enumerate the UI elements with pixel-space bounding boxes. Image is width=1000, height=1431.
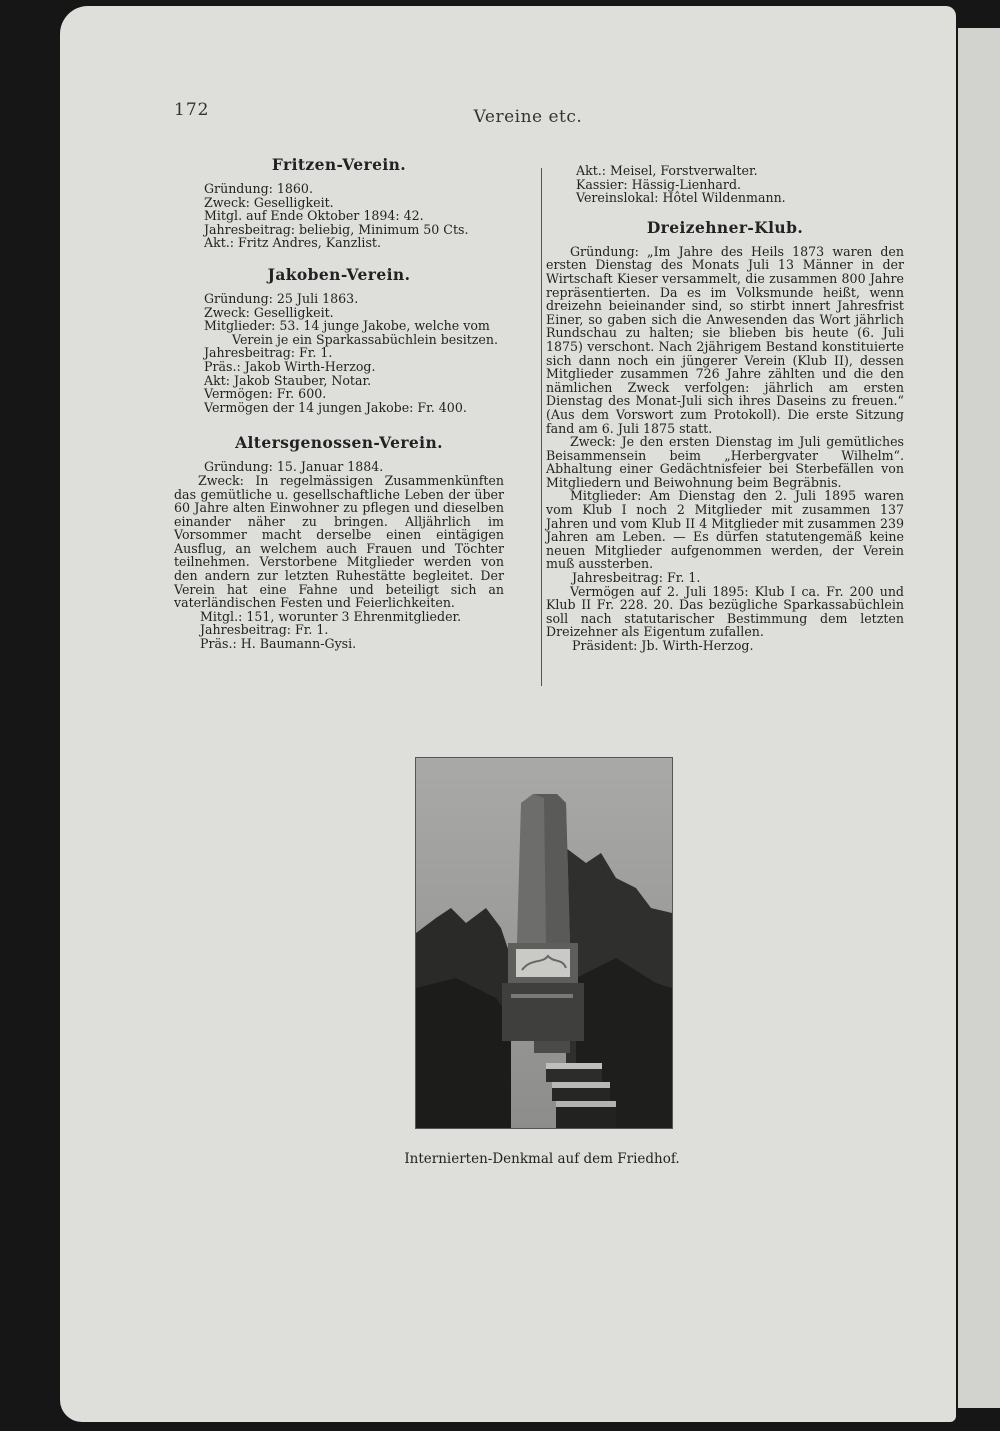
paragraph-zweck: Zweck: Je den ersten Dienstag im Juli gemütliches Beisammensein beim „Herbergvater Wilhelm“. Abhaltung einer Gedächtnisfeier bei Sterbefällen von Mitgliedern und Beiwohnung beim Begräbnis. — [546, 434, 904, 490]
section-title-dreizehner: Dreizehner-Klub. — [646, 217, 804, 237]
text-line: Vermögen: Fr. 600. — [204, 386, 327, 402]
text-line: Akt.: Meisel, Forstverwalter. — [576, 163, 758, 178]
section-title-jakoben: Jakoben-Verein. — [267, 264, 411, 284]
text-line: Präs.: Jakob Wirth-Herzog. — [204, 358, 376, 374]
text-line: Gründung: 25 Juli 1863. — [204, 290, 359, 306]
adjacent-page-edge — [958, 28, 1000, 1408]
text-line: Vermögen der 14 jungen Jakobe: Fr. 400. — [204, 399, 467, 415]
section-title-altersgenossen: Altersgenossen-Verein. — [235, 433, 443, 453]
paragraph-vermoegen: Vermögen auf 2. Juli 1895: Klub I ca. Fr. 200 und Klub II Fr. 228. 20. Das bezügliche Sparkassabüchlein soll nach statutarischer Bestimmung dem letzten Dreizehner als Eigentum zufallen. — [546, 583, 904, 640]
column-divider — [541, 168, 542, 686]
text-line: Mitgl. auf Ende Oktober 1894: 42. — [204, 208, 424, 224]
text-line: Jahresbeitrag: Fr. 1. — [204, 345, 333, 361]
figure-caption: Internierten-Denkmal auf dem Friedhof. — [404, 1151, 680, 1167]
book-page — [60, 6, 956, 1422]
text-line: Akt.: Fritz Andres, Kanzlist. — [204, 235, 381, 251]
text-line: Mitglieder: 53. 14 junge Jakobe, welche vom — [204, 318, 490, 334]
text-line: Kassier: Hässig-Lienhard. — [576, 176, 742, 192]
page-number: 172 — [174, 100, 210, 120]
text-line: Präsident: Jb. Wirth-Herzog. — [572, 638, 754, 653]
text-line: Jahresbeitrag: Fr. 1. — [572, 570, 701, 586]
paragraph-zweck: Zweck: In regelmässigen Zusammenkünften das gemütliche u. gesellschaftliche Leben der über 60 Jahre alten Einwohner zu pflegen und dieselben einander näher zu bringen. Alljährlich im Vorsommer macht derselbe einen eintägigen Ausflug, an welchem auch Frauen und Töchter teilnehmen. Verstorbene Mitglieder werden von den andern zur letzten Ruhestätte begleitet. Der Verein hat eine Fahne und beteiligt sich an vaterländischen Festen und Feierlichkeiten. — [174, 472, 504, 611]
text-line: Verein je ein Sparkassabüchlein besitzen. — [232, 331, 498, 347]
text-line: Akt: Jakob Stauber, Notar. — [204, 372, 372, 388]
text-line: Zweck: Geselligkeit. — [204, 194, 334, 210]
section-title-fritzen: Fritzen-Verein. — [271, 155, 407, 174]
monument-photo — [415, 757, 673, 1129]
text-line: Mitgl.: 151, worunter 3 Ehrenmitglieder. — [200, 608, 462, 624]
monument-illustration — [416, 758, 672, 1128]
text-line: Jahresbeitrag: Fr. 1. — [200, 622, 329, 638]
paragraph-mitglieder: Mitglieder: Am Dienstag den 2. Juli 1895 waren vom Klub I noch 2 Mitglieder mit zusammen 137 Jahren und vom Klub II 4 Mitglieder mit zusammen 239 Jahren am Leben. — Es dürfen statutengemäß keine neuen Mitglieder aufgenommen werden, der Verein muß aussterben. — [546, 488, 904, 572]
text-line: Präs.: H. Baumann-Gysi. — [200, 636, 357, 652]
running-title: Vereine etc. — [473, 107, 583, 127]
text-line: Vereinslokal: Hôtel Wildenmann. — [576, 190, 786, 206]
text-line: Gründung: 1860. — [204, 181, 313, 196]
text-line: Jahresbeitrag: beliebig, Minimum 50 Cts. — [204, 221, 469, 237]
paragraph-gruendung: Gründung: „Im Jahre des Heils 1873 waren den ersten Dienstag des Monats Juli 13 Männer in der Wirtschaft Kieser versammelt, die zusammen 800 Jahre repräsentierten. Da es im Volksmunde heißt, wenn dreizehn beieinander sind, so stirbt innert Jahresfrist Einer, so gaben sich die Anwesenden das Wort jährlich Rundschau zu halten; sie blieben bis heute (6. Juli 1875) verschont. Nach 2jährigem Bestand konstituierte sich dann noch ein jüngerer Verein (Klub II), dessen Mitglieder zusammen 726 Jahre zählten und die den nämlichen Zweck verfolgen: jährlich am ersten Dienstag des Monat-Juli sich ihres Daseins zu freuen.“ (Aus dem Vorswort zum Protokoll). Die erste Sitzung fand am 6. Juli 1875 statt. — [546, 243, 904, 436]
text-line: Gründung: 15. Januar 1884. — [204, 459, 384, 475]
text-line: Zweck: Geselligkeit. — [204, 304, 334, 320]
left-column — [174, 156, 504, 651]
right-column — [546, 164, 904, 653]
